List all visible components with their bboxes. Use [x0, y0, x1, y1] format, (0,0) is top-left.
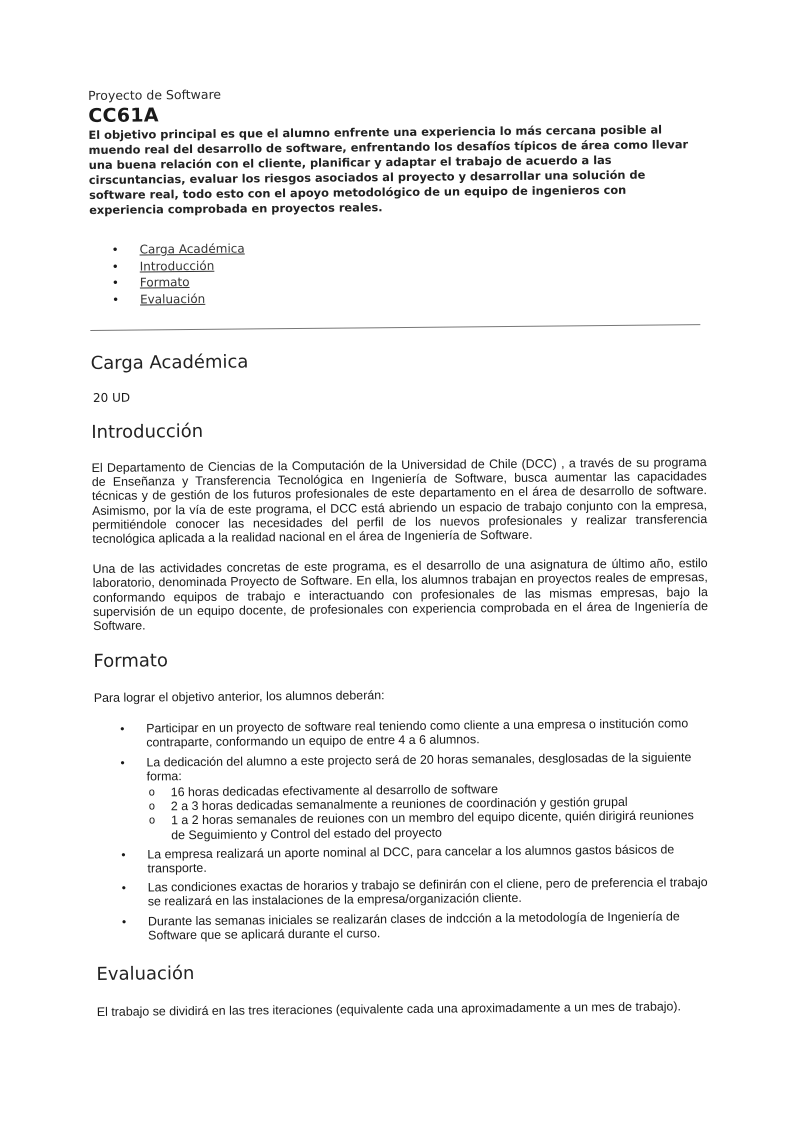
bullet-icon: •	[121, 880, 126, 895]
sub-list-item-text: 16 horas dedicadas efectivamente al desarrollo de software	[170, 782, 498, 800]
toc-link-formato[interactable]: Formato	[139, 275, 190, 290]
list-item	[96, 909, 711, 943]
toc-link-evaluacion[interactable]: Evaluación	[139, 291, 206, 307]
sub-list-item	[147, 809, 710, 843]
bullet-icon: •	[111, 259, 119, 274]
list-item	[94, 716, 709, 750]
circle-bullet-icon: o	[148, 786, 155, 799]
bullet-icon: •	[111, 242, 119, 257]
circle-bullet-icon: o	[148, 800, 156, 813]
formato-list	[94, 716, 711, 943]
course-objective: El objetivo principal es que el alumno enfrente una experiencia lo más cercana posible al muendo real del desarrollo de software, enfrentando los desafíos típicos de área como llevar una buena relación con el cliente, planificar y adaptar el trabajo de acuerdo a las cirscuntancias, evaluar los riesgos asociados al proyecto y desarrollar una solución de software real, todo esto con el apoyo metodológico de un equipo de ingenieros con experiencia comprobada en proyectos reales.	[88, 122, 689, 217]
heading-formato: Formato	[93, 650, 169, 673]
toc-link-introduccion[interactable]: Introducción	[139, 258, 215, 274]
list-item-text: Participar en un proyecto de software real teniendo como cliente a una empresa o institución como contraparte, conformando un equipo de entre 4 a 6 alumnos.	[146, 716, 689, 750]
intro-paragraph-1: El Departamento de Ciencias de la Computación de la Universidad de Chile (DCC) , a través de su programa de Enseñanza y Transferencia Tecnológica en Ingeniería de Software, busca aumentar las capacidades técnicas y de gestión de los futuros profesionales de este departamento en el área de desarrollo de software. Asimismo, por la vía de este programa, el DCC está abriendo un espacio de trabajo conjunto con la empresa, permitiéndole conocer las necesidades del perfil de los nuevos profesionales y realizar transferencia tecnológica aplicada a la realidad nacional en el área de Ingeniería de Software.	[91, 455, 708, 546]
list-item-text: Durante las semanas iniciales se realizarán clases de indcción a la metodología de Ingeniería de Software que se aplicará durante el curso.	[147, 909, 680, 943]
list-item	[94, 750, 710, 843]
bullet-icon: •	[121, 847, 126, 862]
carga-value: 20 UD	[92, 390, 131, 405]
bullet-icon: •	[120, 721, 125, 736]
intro-paragraph-2: Una de las actividades concretas de este programa, es el desarrollo de una asignatura de último año, estilo laboratorio, denominada Proyecto de Software. En ella, los alumnos trabajan en proyectos reales de empresas, conformando equipos de trabajo e interactuando con profesionales de las mismas empresas, bajo la supervisión de un equipo docente, de profesionales con experiencia comprobada en el área de Ingeniería de Software.	[92, 556, 709, 634]
bullet-icon: •	[111, 275, 120, 290]
heading-introduccion: Introducción	[91, 420, 204, 443]
list-item-text: La empresa realizará un aporte nominal al DCC, para cancelar a los alumnos gastos básicos de transporte.	[147, 842, 675, 876]
list-item-text: La dedicación del alumno a este projecto será de 20 horas semanales, desglosadas de la siguiente forma:	[146, 749, 692, 784]
list-item-text: Las condiciones exactas de horarios y trabajo se definirán con el cliene, pero de preferencia el trabajo se realizará en las instalaciones de la empresa/organización cliente.	[147, 875, 708, 909]
heading-evaluacion: Evaluación	[96, 963, 195, 986]
list-item	[95, 842, 710, 876]
section-divider	[90, 324, 700, 331]
bullet-icon: •	[120, 755, 125, 770]
sub-list-item-text: 1 a 2 horas semanales de reuiones con un membro del equipo dicente, quién dirigirá reuniones de Seguimiento y Control del estado del proyecto	[170, 808, 694, 842]
evaluacion-text: El trabajo se dividirá en las tres iteraciones (equivalente cada una aproximadamente a un mes de trabajo).	[96, 999, 681, 1020]
dedication-sublist	[147, 780, 711, 842]
table-of-contents	[111, 236, 705, 308]
formato-lead: Para lograr el objetivo anterior, los alumnos deberán:	[93, 688, 385, 706]
bullet-icon: •	[121, 914, 127, 929]
list-item	[96, 875, 711, 909]
toc-link-carga[interactable]: Carga Académica	[139, 241, 245, 257]
sub-list-item-text: 2 a 3 horas dedicadas semanalmente a reuniones de coordinación y gestión grupal	[170, 795, 628, 814]
bullet-icon: •	[111, 292, 120, 307]
course-kicker: Proyecto de Software	[88, 86, 222, 103]
document-page	[88, 82, 712, 1019]
circle-bullet-icon: o	[148, 814, 156, 827]
heading-carga-academica: Carga Académica	[90, 351, 249, 374]
course-code: CC61A	[88, 104, 159, 127]
